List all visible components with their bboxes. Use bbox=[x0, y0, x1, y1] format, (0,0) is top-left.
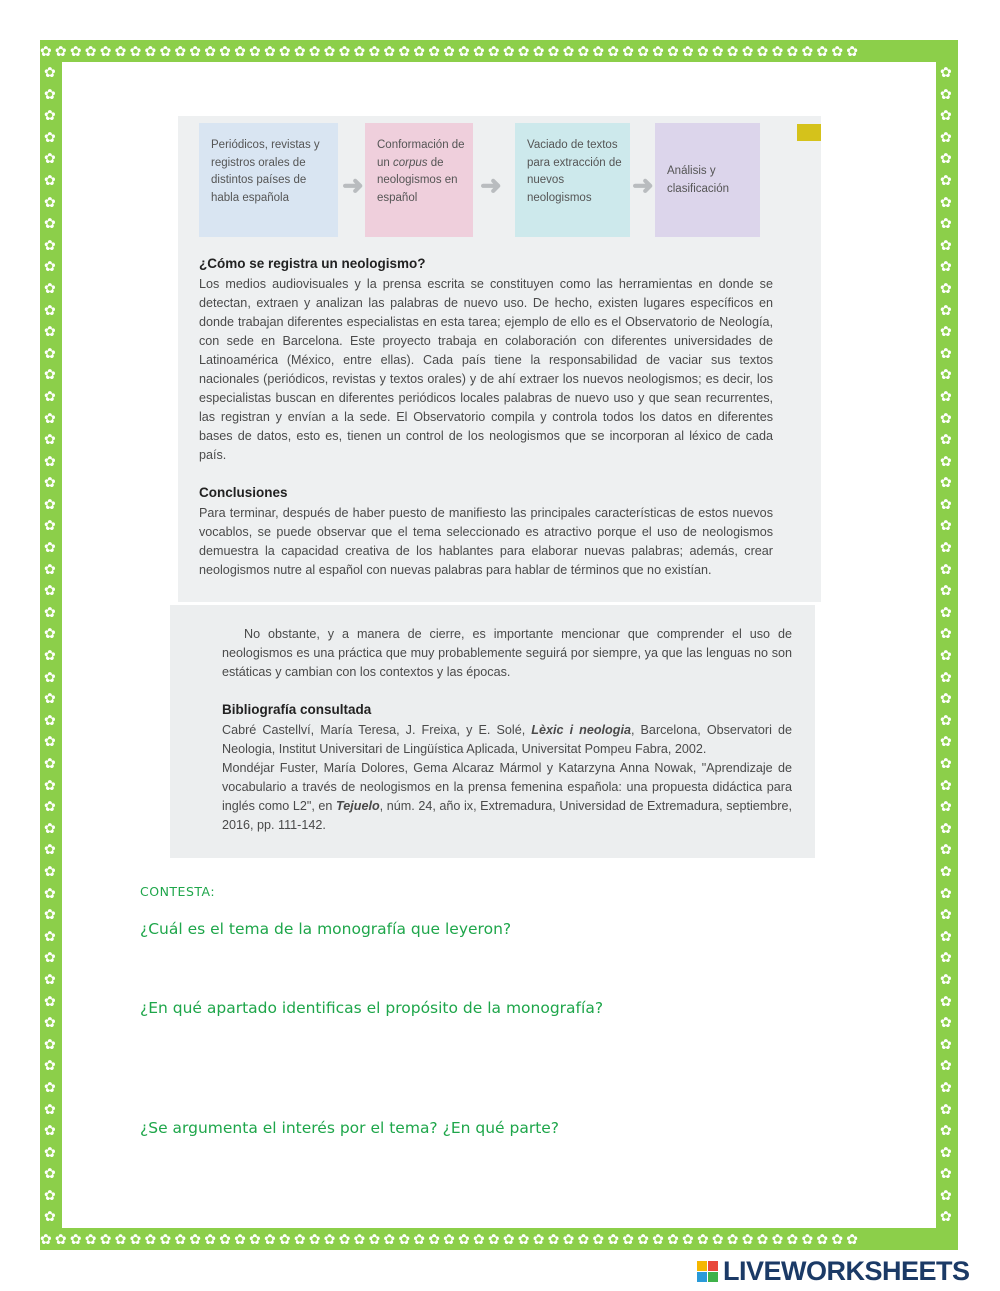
conclusions-body: Para terminar, después de haber puesto de manifiesto las principales características de estos nuevos vocablos, se puede observar que el tema seleccionado es atractivo porque el uso de neologismos demuestra la capacidad creativa de los hablantes para elaborar nuevas palabras; además, crear neologismos nutre al español con nuevas palabras para hablar de términos que no existían. bbox=[199, 506, 773, 577]
diagram-box-corpus: Conformación de un corpus de neologismos en español bbox=[365, 123, 473, 237]
liveworksheets-logo-icon bbox=[697, 1261, 719, 1283]
diagram-box-sources: Periódicos, revistas y registros orales de distintos países de habla española bbox=[199, 123, 338, 237]
logo-text: LIVEWORKSHEETS bbox=[723, 1256, 970, 1286]
bibliography-heading: Bibliografía consultada bbox=[222, 702, 372, 717]
closing-paragraph: No obstante, y a manera de cierre, es importante mencionar que comprender el uso de neologismos es una práctica que muy probablemente seguirá por siempre, ya que las lenguas no son estáticas y cambian con los contextos y las épocas. bbox=[222, 627, 792, 679]
arrow-right-icon: ➜ bbox=[632, 170, 654, 200]
page-tab-marker bbox=[797, 124, 821, 141]
arrow-right-icon: ➜ bbox=[480, 170, 502, 200]
diagram-box-analysis: Análisis y clasificación bbox=[655, 123, 760, 237]
paw-border-top: ✿✿✿✿✿✿✿✿✿✿✿✿✿✿✿✿✿✿✿✿✿✿✿✿✿✿✿✿✿✿✿✿✿✿✿✿✿✿✿✿✿✿✿✿✿✿✿✿✿✿✿✿✿✿✿ bbox=[40, 43, 862, 59]
question-2: ¿En qué apartado identificas el propósito de la monografía? bbox=[140, 999, 604, 1017]
instruction-label: CONTESTA: bbox=[140, 884, 216, 899]
diagram-box-extraction: Vaciado de textos para extracción de nuevos neologismos bbox=[515, 123, 630, 237]
paw-border-bottom: ✿✿✿✿✿✿✿✿✿✿✿✿✿✿✿✿✿✿✿✿✿✿✿✿✿✿✿✿✿✿✿✿✿✿✿✿✿✿✿✿✿✿✿✿✿✿✿✿✿✿✿✿✿✿✿ bbox=[40, 1231, 862, 1247]
section-heading: ¿Cómo se registra un neologismo? bbox=[199, 256, 426, 271]
bibliography-ref-2: Mondéjar Fuster, María Dolores, Gema Alcaraz Mármol y Katarzyna Anna Nowak, "Aprendizaje de vocabulario a través de neologismos en la prensa femenina española: una propuesta didáctica para inglés como L2", en Tejuelo, núm. 24, año ix, Extremadura, Universidad de Extremadura, septiembre, 2016, pp. 111-142. bbox=[222, 761, 793, 832]
question-1: ¿Cuál es el tema de la monografía que leyeron? bbox=[140, 920, 512, 938]
section-body: Los medios audiovisuales y la prensa escrita se constituyen como las herramientas en donde se detectan, extraen y analizan las palabras de nuevo uso. De hecho, existen lugares específicos en donde trabajan diferentes especialistas en esta tarea; ejemplo de ello es el Observatorio de Neología, con sede en Barcelona. Este proyecto trabaja en colaboración con diferentes universidades de Latinoamérica (México, entre ellas). Cada país tiene la responsabilidad de vaciar sus textos nacionales (periódicos, revistas y textos orales) y de ahí extraer los nuevos neologismos; es decir, los especialistas buscan en diferentes periódicos locales palabras de nuevo uso y que sean recurrentes, las registran y envían a la sede. El Observatorio compila y controla todos los datos en diferentes bases de datos, esto es, tienen un control de los neologismos que se incorporan al léxico de cada país. bbox=[199, 277, 773, 462]
paw-border-right: ✿✿✿✿✿✿✿✿✿✿✿✿✿✿✿✿✿✿✿✿✿✿✿✿✿✿✿✿✿✿✿✿✿✿✿✿✿✿✿✿✿✿✿✿✿✿✿✿✿✿✿✿✿✿ bbox=[940, 64, 952, 1225]
question-3: ¿Se argumenta el interés por el tema? ¿En qué parte? bbox=[140, 1119, 560, 1137]
conclusions-heading: Conclusiones bbox=[199, 485, 288, 500]
arrow-right-icon: ➜ bbox=[342, 170, 364, 200]
paw-border-left: ✿✿✿✿✿✿✿✿✿✿✿✿✿✿✿✿✿✿✿✿✿✿✿✿✿✿✿✿✿✿✿✿✿✿✿✿✿✿✿✿✿✿✿✿✿✿✿✿✿✿✿✿✿✿ bbox=[44, 64, 56, 1225]
bibliography-ref-1: Cabré Castellví, María Teresa, J. Freixa, y E. Solé, Lèxic i neologia, Barcelona, Observatori de Neologia, Institut Universitari de Lingüística Aplicada, Universitat Pompeu Fabra, 2002. bbox=[222, 723, 793, 756]
